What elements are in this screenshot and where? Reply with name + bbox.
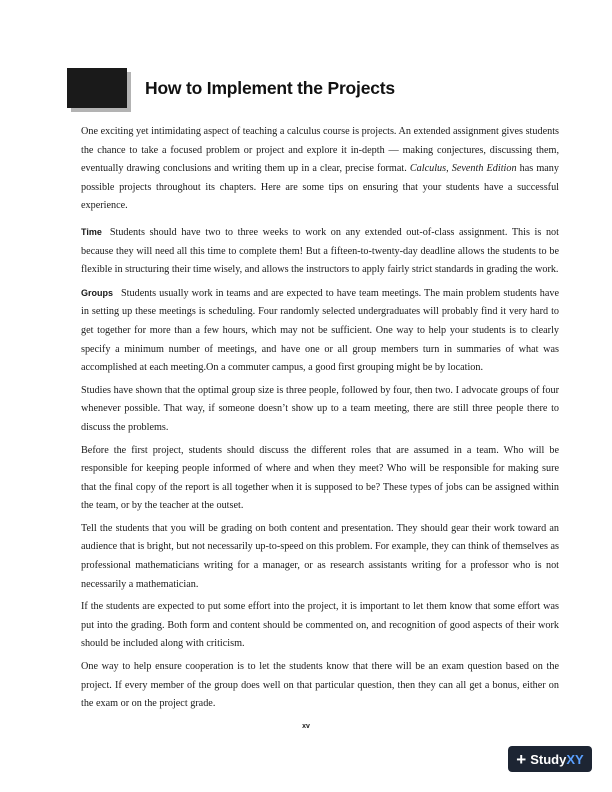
group-size-paragraph: Studies have shown that the optimal group size is three people, followed by four, then two. I advocate groups of four whenever possible. That way, if someone doesn’t show up to a team meeting, there are still three people there to discuss the problems. (81, 384, 559, 433)
time-text: Students should have two to three weeks to work on any extended out-of-class assignment. This is not because they will need all this time to complete them! But a fifteen-to-twenty-day deadline allows the students to be flexible in structuring their time wisely, and allows the instructors to apply fairly strict standards in grading the work. (81, 226, 559, 276)
page-title: How to Implement the Projects (145, 78, 395, 98)
intro-text-2: has many possible projects throughout its chapters. Here are some tips on ensuring that your students have a successful experience. (81, 163, 559, 212)
book-title: Calculus, Seventh Edition (409, 163, 517, 175)
time-term: Time (81, 226, 102, 237)
groups-paragraph (81, 284, 559, 378)
page-content (81, 123, 559, 718)
intro-text-1: One exciting yet intimidating aspect of teaching a calculus course is projects. An extended assignment gives students the chance to take a focused problem or project and explore it in-depth — making conjectures, discussing them, eventually drawing conclusions and writing them up in a clear, precise format. (81, 126, 559, 175)
intro-paragraph (81, 123, 559, 216)
cooperation-paragraph: One way to help ensure cooperation is to let the students know that there will be an exam question based on the project. If every member of the group does well on that particular question, then they can all get a bonus, either on the exam or on the project grade. (81, 661, 559, 710)
effort-paragraph: If the students are expected to put some effort into the project, it is important to let them know that some effort was put into the grading. Both form and content should be commented on, and recognition of good aspects of their work should be included along with criticism. (81, 601, 559, 650)
grading-paragraph: Tell the students that you will be grading on both content and presentation. They should gear their work toward an audience that is bright, but not necessarily up-to-speed on this problem. For example, they can think of themselves as professional mathematicians writing for a manager, or as research assistants writing for a professor who is not necessarily a mathematician. (81, 522, 559, 590)
badge-brand-accent: XY (566, 751, 584, 767)
badge-brand: Study (530, 751, 567, 767)
groups-term: Groups (81, 287, 114, 298)
groups-text: Students usually work in teams and are expected to have team meetings. The main problem students have in setting up these meetings is scheduling. Four randomly selected undergraduates will probably find it very hard to get together for more than a few hours, which may not be sufficient. One way to help your students is to clearly specify a minimum number of meetings, and have one or all group members turn in summaries of what was accomplished at each meeting.On a commuter campus, a good first grouping might be by location. (81, 287, 559, 374)
header-block (67, 68, 127, 108)
studyxy-badge[interactable] (508, 746, 592, 772)
time-paragraph (81, 223, 559, 280)
page-number: xv (302, 723, 310, 730)
plus-icon: + (516, 749, 527, 769)
team-roles-paragraph: Before the first project, students should discuss the different roles that are assumed in a team. Who will be responsible for keeping people informed of where and when they meet? Who will be responsible for making sure that the final copy of the report is all together when it is supposed to be? These types of jobs can be assigned within the team, or by the teacher at the outset. (81, 444, 559, 512)
